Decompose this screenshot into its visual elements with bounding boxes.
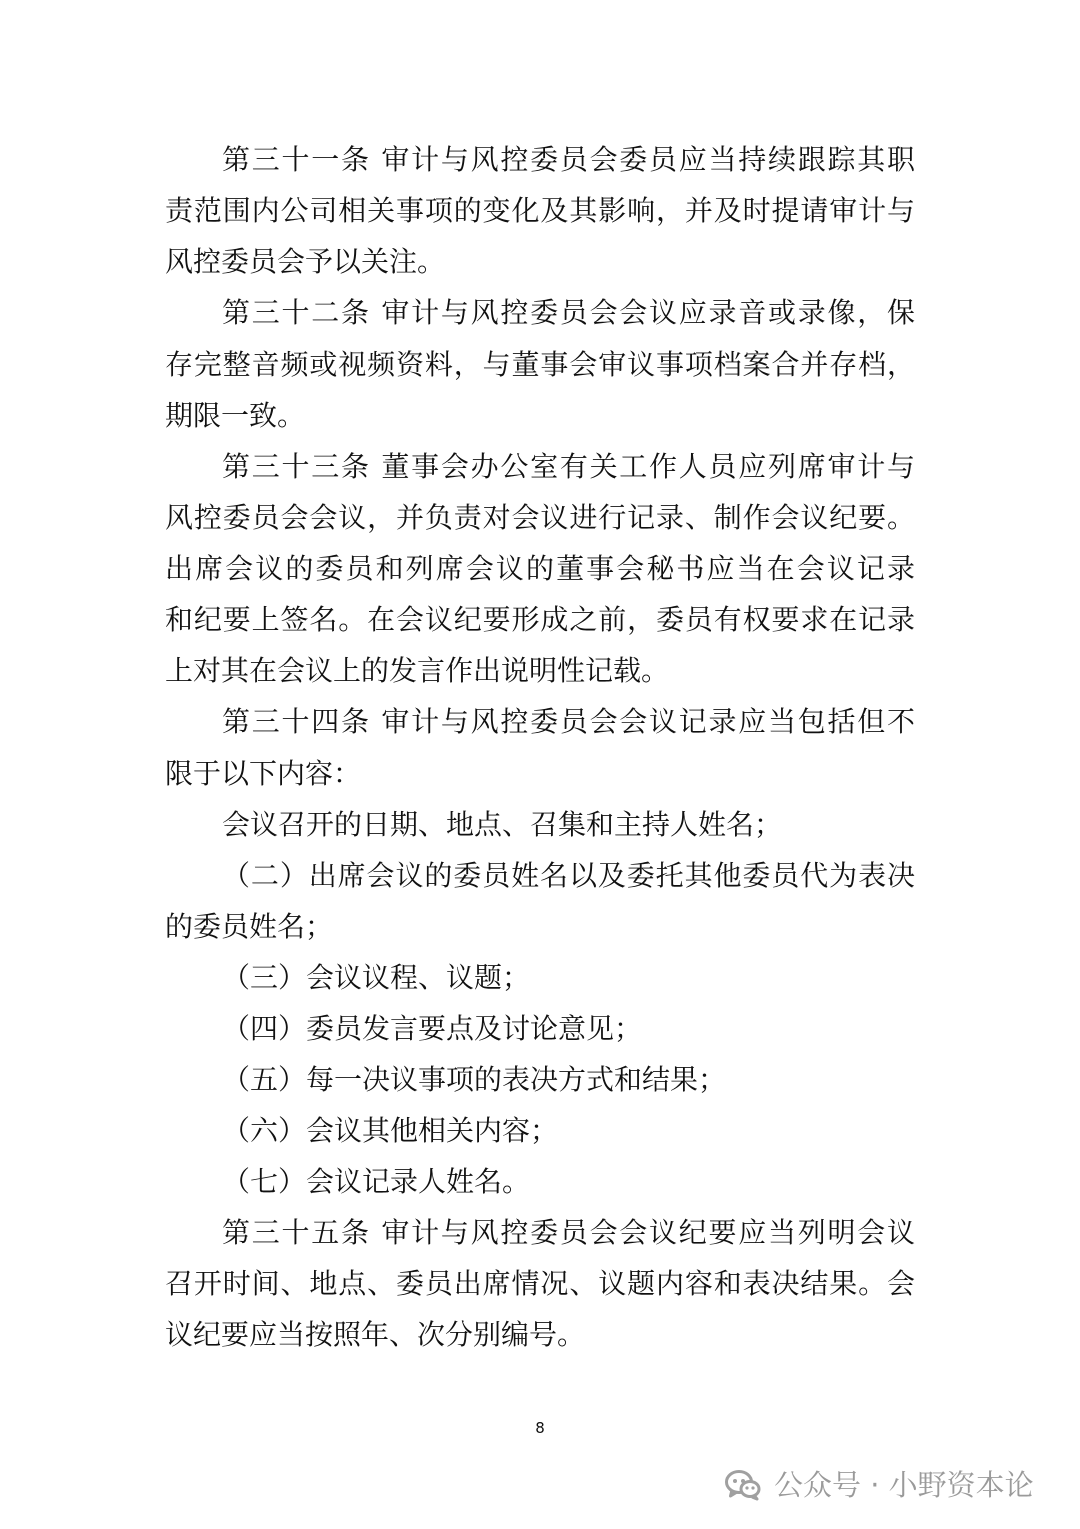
list-item-2-continuation: 的委员姓名；	[165, 910, 334, 943]
text-line-3: 风控委员会予以关注。	[165, 245, 446, 278]
text-line-1: 第三十一条 审计与风控委员会委员应当持续跟踪其职	[222, 143, 915, 176]
text-line-22: 第三十五条 审计与风控委员会会议纪要应当列明会议	[222, 1216, 915, 1249]
text-line-7: 第三十三条 董事会办公室有关工作人员应列席审计与	[222, 450, 915, 483]
list-item-7: （七）会议记录人姓名。	[222, 1165, 531, 1198]
watermark-text: 公众号 · 小野资本论	[774, 1468, 1034, 1502]
text-line-9: 出席会议的委员和列席会议的董事会秘书应当在会议记录	[165, 552, 915, 585]
text-line-4: 第三十二条 审计与风控委员会会议应录音或录像，保	[222, 296, 915, 329]
list-item-2: （二）出席会议的委员姓名以及委托其他委员代为表决	[222, 859, 915, 892]
wechat-icon	[724, 1468, 762, 1502]
page-number: 8	[535, 1419, 545, 1437]
text-line-5: 存完整音频或视频资料，与董事会审议事项档案合并存档，	[165, 348, 915, 381]
text-line-24: 议纪要应当按照年、次分别编号。	[165, 1318, 586, 1351]
text-line-2: 责范围内公司相关事项的变化及其影响，并及时提请审计与	[165, 194, 915, 227]
text-line-13: 限于以下内容：	[165, 757, 362, 790]
text-line-10: 和纪要上签名。在会议纪要形成之前，委员有权要求在记录	[165, 603, 915, 636]
text-line-23: 召开时间、地点、委员出席情况、议题内容和表决结果。会	[165, 1267, 915, 1300]
list-item-5: （五）每一决议事项的表决方式和结果；	[222, 1063, 727, 1096]
text-line-8: 风控委员会会议，并负责对会议进行记录、制作会议纪要。	[165, 501, 915, 534]
watermark	[724, 1462, 1034, 1508]
list-item-6: （六）会议其他相关内容；	[222, 1114, 559, 1147]
list-item-3: （三）会议议程、议题；	[222, 961, 531, 994]
text-line-6: 期限一致。	[165, 399, 306, 432]
list-item-1: 会议召开的日期、地点、召集和主持人姓名；	[222, 808, 783, 841]
text-line-12: 第三十四条 审计与风控委员会会议记录应当包括但不	[222, 705, 915, 738]
text-line-11: 上对其在会议上的发言作出说明性记载。	[165, 654, 670, 687]
list-item-4: （四）委员发言要点及讨论意见；	[222, 1012, 643, 1045]
